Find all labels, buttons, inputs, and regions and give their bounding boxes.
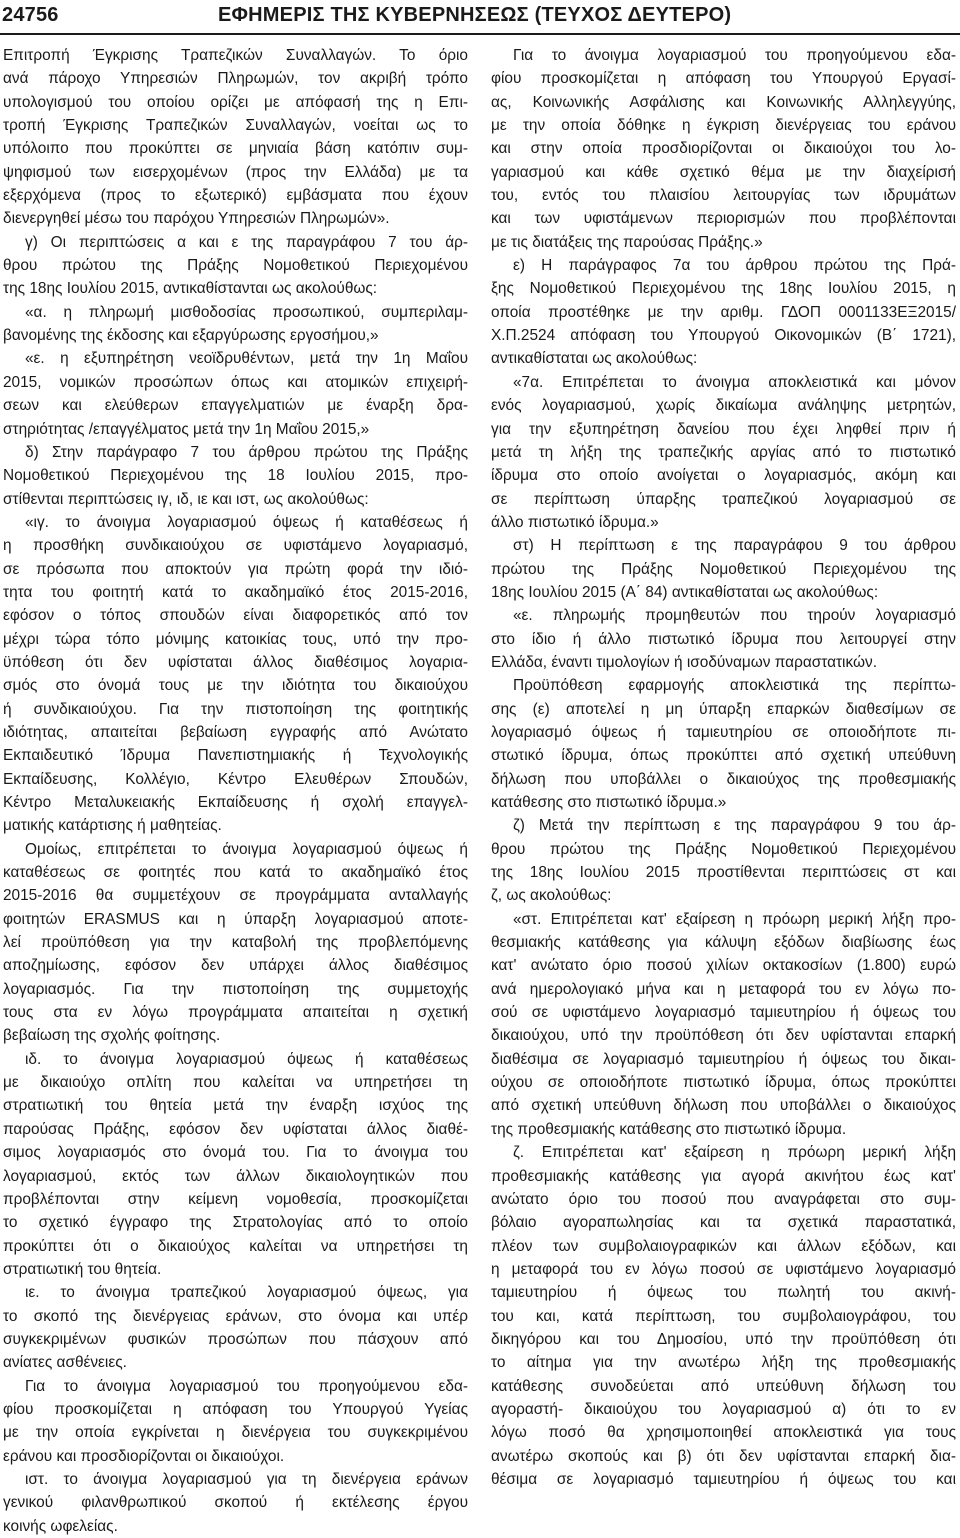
text-line: υπολογισμού του οποίου ορίζει με απόφασή της η Επι- [3,93,468,111]
text-line: ή συνδικαιούχου. Για την πιστοποίηση της φοιτητικής [3,700,468,718]
text-line: Νομοθετικού Περιεχομένου της 18 Ιουλίου 2015, προ- [3,467,468,485]
text-line: δικαιούχου, υπό την προϋπόθεση ότι δεν υφίστανται επαρκή [491,1027,956,1045]
text-line: 2015, νομικών προσώπων όπως και ατομικών επιχειρή- [3,373,468,391]
text-line: σης (ε) αποτελεί η μη ύπαρξη επαρκών διαθεσίμων σε [491,700,956,718]
text-line: ανώτατο όριο του ποσού που αναγράφεται στο συμ- [491,1190,956,1208]
text-line: στίθενται περιπτώσεις ιγ, ιδ, ιε και ιστ, ως ακολούθως: [3,490,369,508]
text-line: με δικαιούχο οπλίτη που καλείται να υπηρετήσει τη [3,1074,468,1092]
text-line: στ) Η περίπτωση ε της παραγράφου 9 του άρθρου [513,537,956,555]
text-line: ανά ημερολογιακό μήνα και η μεταφορά του εν λόγω πο- [491,980,956,998]
text-line: ίδρυμα στο οποίο ανοίγεται ο λογαριασμός, ακόμη και [491,467,956,485]
text-line: τους στα εν λόγω προγράμματα απαιτείται η σχετική [3,1004,468,1022]
text-line: θεσμιακής κατάθεσης για κάλυψη εξόδων διαβίωσης έως [491,934,956,952]
text-line: σεων και ελεύθερων επαγγελματιών με έναρξη δρα- [3,397,468,415]
text-line: «7α. Επιτρέπεται το άνοιγμα αποκλειστικά και μόνον [513,373,956,391]
text-line: ζ. Επιτρέπεται κατ' εξαίρεση η πρόωρη μερική λήξη [513,1144,956,1162]
text-line: του, εντός του πλαισίου λειτουργίας των ιδρυμάτων [491,187,956,205]
text-line: κατάθεσης συνοδεύεται από υπεύθυνη δήλωση του [491,1377,956,1395]
text-line: Προϋπόθεση εφαρμογής αποκλειστικά της περίπτω- [513,677,956,695]
text-line: βανομένης της έκδοσης και εξαργύρωσης εργοσήμου,» [3,327,379,345]
text-line: αποζημίωσης, εφόσον δεν υπάρχει άλλος διαθέσιμος [3,957,468,975]
text-line: το αίτημα για την ανωτέρω λήξη της προθεσμιακής [491,1354,956,1372]
text-line: για την εξυπηρέτηση δανείου που έχει ληφθεί πριν ή [491,420,956,438]
text-line: πλέον των συμβολαιογραφικών και άλλων εξόδων, και [491,1237,956,1255]
text-line: πρώτου της Πράξης Νομοθετικού Περιεχομένου της [491,560,956,578]
text-line: «ε. πληρωμής προμηθευτών που τηρούν λογαριασμό [513,607,956,625]
text-line: ϋπόθεση ότι δεν υφίσταται άλλος διαθέσιμος λογαρια- [3,653,468,671]
left-text-column [3,44,468,1538]
text-line: θρου πρώτου της Πράξης Νομοθετικού Περιεχομένου [491,840,956,858]
text-line: Χ.Π.2524 απόφαση του Υπουργού Οικονομικών (Β΄ 1721), [491,327,956,345]
text-line: Ελλάδα, έναντι τιμολογίων ή ισοδύναμων παραστατικών. [491,653,877,671]
text-line: ιστ. το άνοιγμα λογαριασμού για τη διενέργεια εράνων [25,1470,468,1488]
text-line: εξερχόμενα (προς το εξωτερικό) εμβάσματα που έχουν [3,187,468,205]
text-line: γαριασμού και κάθε σχετικό θέμα με την διαχείρισή [491,163,956,181]
text-line: λογαριασμό όψεως ή ταμιευτηρίου σε οποιοδήποτε πι- [491,723,956,741]
text-line: συγκεκριμένων φυσικών προσώπων που πάσχουν από [3,1330,468,1348]
text-line: σμός στο όνομά τους με την ιδιότητα του δικαιούχου [3,677,468,695]
text-line: Εκπαίδευσης, Κολλέγιο, Κέντρο Ελευθέρων Σπουδών, [3,770,468,788]
text-line: ταμιευτηρίου ή όψεως του πωλητή του ακινή- [491,1284,956,1302]
page-header [0,0,960,40]
text-line: στρατιωτική του θητεία. [3,1260,162,1278]
text-line: ιδιότητας, απαιτείται βεβαίωση εγγραφής από Ανώτατο [3,723,468,741]
page-number: 24756 [2,4,59,26]
text-line: στρατιωτική του θητεία μετά την έναρξη ισχύος της [3,1097,468,1115]
text-line: Ομοίως, επιτρέπεται το άνοιγμα λογαριασμού όψεως ή [25,840,468,858]
text-line: ζ, ως ακολούθως: [491,887,612,905]
text-line: «στ. Επιτρέπεται κατ' εξαίρεση η πρόωρη μερική λήξη προ- [513,910,956,928]
right-text-column [491,44,956,1491]
text-line: σε πρόσωπα που αποκτούν για πρώτη φορά την ιδιό- [3,560,468,578]
text-line: κοινής ωφελείας. [3,1517,118,1535]
text-line: Εκπαιδευτικό Ίδρυμα Πανεπιστημιακής ή Τεχνολογικής [3,747,468,765]
text-line: γενικού φιλανθρωπικού σκοπού ή εκτέλεσης έργου [3,1494,468,1512]
text-line: ας, Κοινωνικής Ασφάλισης και Κοινωνικής Αλληλεγγύης, [491,93,956,111]
text-line: λογαριασμός. Για την πιστοποίηση της συμμετοχής [3,980,468,998]
text-line: ιδ. το άνοιγμα λογαριασμού όψεως ή καταθέσεως [25,1050,468,1068]
text-line: «α. η πληρωμή μισθοδοσίας προσωπικού, συμπεριλαμ- [25,303,468,321]
text-line: ενός λογαριασμού, χωρίς δικαίωμα ανάληψης μετρητών, [491,397,956,415]
text-line: γ) Οι περιπτώσεις α και ε της παραγράφου 7 του άρ- [25,233,468,251]
text-line: σού σε υφιστάμενο λογαριασμό ταμιευτηρίου ή όψεως του [491,1004,956,1022]
text-line: αγοραστή- δικαιούχου του λογαριασμού α) ότι το εν [491,1400,956,1418]
text-line: φίου προσκομίζεται η απόφαση του Υπουργού Υγείας [3,1400,468,1418]
text-line: «ιγ. το άνοιγμα λογαριασμού όψεως ή καταθέσεως ή [25,513,468,531]
text-line: λογαριασμού, εκτός των άλλων δικαιολογητικών που [3,1167,468,1185]
text-line: λόγω ποσό θα χρησιμοποιηθεί αποκλειστικά για τους [491,1424,956,1442]
text-line: το σκοπό της διενέργειας εράνων, στο όνομα και υπέρ [3,1307,468,1325]
text-line: δ) Στην παράγραφο 7 του άρθρου πρώτου της Πράξης [25,443,468,461]
text-line: με την οποία εγκρίνεται η διενέργεια του συγκεκριμένου [3,1424,468,1442]
text-line: και των υφιστάμενων περιορισμών που προβλέπονται [491,210,956,228]
text-line: η μεταφορά του εν λόγω ποσού σε υφιστάμενο λογαριασμό [491,1260,956,1278]
text-line: εράνου και προσδιορίζονται οι δικαιούχοι. [3,1447,285,1465]
text-line: στο ίδιο ή άλλο πιστωτικό ίδρυμα που λειτουργεί στην [491,630,956,648]
text-line: υπόλοιπο που προκύπτει σε μηνιαία βάση κατόπιν συμ- [3,140,468,158]
text-line: ματικής κατάρτισης ή μαθητείας. [3,817,222,835]
text-line: θέσιμα σε λογαριασμό ταμιευτηρίου ή όψεως του και [491,1470,956,1488]
text-line: κατ' ανώτατο όριο ποσού χιλίων οκτακοσίων (1.800) ευρώ [491,957,956,975]
text-line: τητα του φοιτητή κατά το ακαδημαϊκό έτος 2015-2016, [3,583,468,601]
text-line: εφόσον ο τόπος σπουδών είναι διαφορετικός από τον [3,607,468,625]
text-line: του και, κατά περίπτωση, του συμβολαιογράφου, του [491,1307,956,1325]
text-line: ούχου σε οποιοδήποτε πιστωτικό ίδρυμα, όπως προκύπτει [491,1074,956,1092]
text-line: με τις διατάξεις της παρούσας Πράξης.» [491,233,763,251]
text-line: βεβαίωση της σχολής φοίτησης. [3,1027,221,1045]
text-line: σιμος λογαριασμός στο όνομά του. Για το άνοιγμα του [3,1144,468,1162]
text-line: φοιτητών ERASMUS και η ύπαρξη λογαριασμού αποτε- [3,910,468,928]
text-line: θρου πρώτου της Πράξης Νομοθετικού Περιεχομένου [3,257,468,275]
text-line: βόλαιο αγοραπωλησίας και τα σχετικά παραστατικά, [491,1214,956,1232]
text-line: η προσθήκη συνδικαιούχου σε υφιστάμενο λογαριασμό, [3,537,468,555]
text-line: διενεργηθεί μέσω του παρόχου Υπηρεσιών Πληρωμών». [3,210,390,228]
text-line: το σχετικό έγγραφο της Στρατολογίας από το οποίο [3,1214,468,1232]
text-line: στηριότητας /επαγγέλματος μετά την 1η Μαΐου 2015,» [3,420,370,438]
text-line: μετά τη λήξη της τραπεζικής αργίας από το πιστωτικό [491,443,956,461]
text-line: με την οποία δόθηκε η έγκριση διενέργειας του εράνου [491,117,956,135]
text-line: ανίατες ασθένειες. [3,1354,127,1372]
text-line: 2015-2016 θα συμμετέχουν σε προγράμματα ανταλλαγής [3,887,468,905]
text-line: Για το άνοιγμα λογαριασμού του προηγούμενου εδα- [25,1377,468,1395]
text-line: λεί προϋπόθεση για την καταβολή της προβλεπόμενης [3,934,468,952]
text-line: Κέντρο Μεταλυκειακής Εκπαίδευσης ή σχολή επαγγελ- [3,794,468,811]
text-line: της 18ης Ιουλίου 2015 προστίθενται περιπτώσεις στ και [491,864,956,882]
text-line: φίου προσκομίζεται η απόφαση του Υπουργού Εργασί- [491,70,956,88]
gazette-title: ΕΦΗΜΕΡΙΣ ΤΗΣ ΚΥΒΕΡΝΗΣΕΩΣ (ΤΕΥΧΟΣ ΔΕΥΤΕΡΟ) [218,4,732,26]
text-line: και στην οποία προσδιορίζονται οι δικαιούχοι του λο- [491,140,956,158]
text-line: άλλο πιστωτικό ίδρυμα.» [491,513,659,531]
text-line: παρούσας Πράξης, εφόσον δεν υφίσταται άλλος διαθέ- [3,1120,468,1138]
text-line: μέχρι τώρα τόπο μόνιμης κατοικίας τους, υπό την προ- [3,630,468,648]
text-line: κατάθεσης στο πιστωτικό ίδρυμα.» [491,794,727,811]
text-line: οποία προστέθηκε με την αριθμ. ΓΔΟΠ 0001133ΕΞ2015/ [491,303,956,321]
text-line: ξης Νομοθετικού Περιεχομένου της 18ης Ιουλίου 2015, η [491,280,956,298]
text-line: στωτικό ίδρυμα, όπως προκύπτει από σχετική υπεύθυνη [491,747,956,765]
text-line: της προθεσμιακής κατάθεσης στο πιστωτικό ίδρυμα. [491,1120,847,1138]
text-line: δήλωση που υποβάλλει ο δικαιούχος της προθεσμιακής [491,770,956,788]
text-line: από σχετική υπεύθυνη δήλωση που υποβάλλει ο δικαιούχος [491,1097,956,1115]
text-line: ιε. το άνοιγμα τραπεζικού λογαριασμού όψεως, για [25,1284,468,1302]
text-line: σε περίπτωση ύπαρξης τραπεζικού λογαριασμού σε [491,490,956,508]
text-line: της 18ης Ιουλίου 2015, αντικαθίστανται ως ακολούθως: [3,280,378,298]
text-line: δικηγόρου και του Δημοσίου, υπό την προϋπόθεση ότι [491,1330,956,1348]
text-line: Επιτροπή Έγκρισης Τραπεζικών Συναλλαγών. Το όριο [3,47,468,64]
text-line: καταθέσεως σε φοιτητές που κατά το ακαδημαϊκό έτος [3,864,468,882]
text-line: ψηφισμού των εισερχομένων (προς την Ελλάδα) με τα [3,163,468,181]
text-line: προθεσμιακής κατάθεσης για αγορά ακινήτου έως κατ' [491,1167,956,1185]
text-line: προκύπτει ότι ο δικαιούχος καλείται να υπηρετήσει τη [3,1237,468,1255]
text-line: «ε. η εξυπηρέτηση νεοϊδρυθέντων, μετά την 1η Μαΐου [25,350,468,368]
text-line: αντικαθίσταται ως ακολούθως: [491,350,698,368]
text-line: ανά πάροχο Υπηρεσιών Πληρωμών, τον ακριβή τρόπο [3,70,468,88]
text-line: προβλέπονται στην κείμενη νομοθεσία, προσκομίζεται [3,1190,468,1208]
text-line: 18ης Ιουλίου 2015 (Α΄ 84) αντικαθίσταται ως ακολούθως: [491,583,879,601]
text-line: διαθέσιμα σε λογαριασμό ταμιευτηρίου ή όψεως του δικαι- [491,1050,956,1068]
header-rule [0,33,960,35]
text-line: ζ) Μετά την περίπτωση ε της παραγράφου 9 του άρ- [513,817,956,835]
text-line: τροπή Έγκρισης Τραπεζικών Συναλλαγών, νοείται ως το [3,117,468,135]
text-line: Για το άνοιγμα λογαριασμού του προηγούμενου εδα- [513,47,956,64]
text-line: ε) Η παράγραφος 7α του άρθρου πρώτου της Πρά- [513,257,956,275]
text-line: ανωτέρω σκοπούς και β) ότι δεν υφίστανται επαρκή δια- [491,1447,956,1465]
